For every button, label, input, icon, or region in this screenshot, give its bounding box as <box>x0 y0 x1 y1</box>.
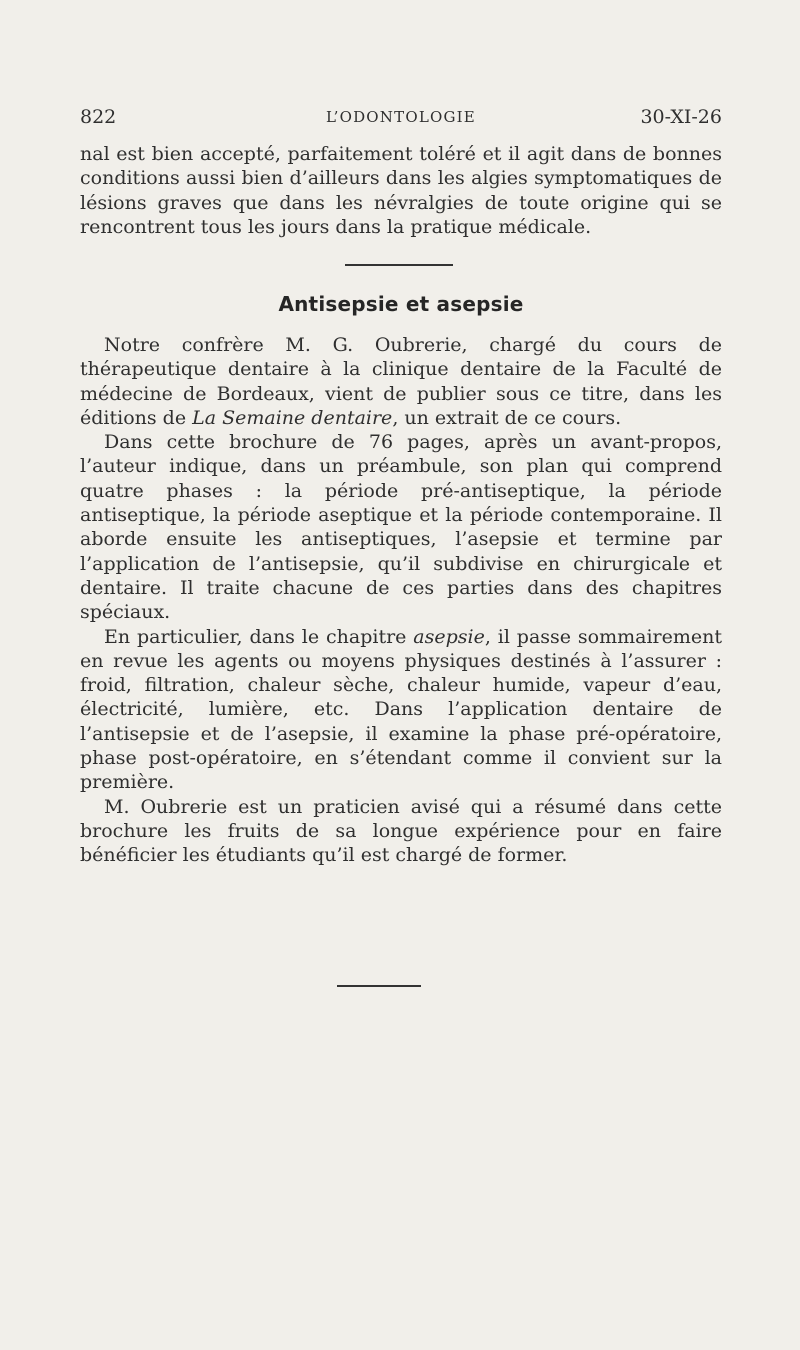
continued-paragraph: nal est bien accepté, parfaitement toléré et il agit dans de bonnes conditions aussi bien d’ailleurs dans les algies symptomatiques de lésions graves que dans les névralgies de toute origine qui se rencontrent tous les jours dans la pratique médicale. <box>80 143 722 238</box>
paragraph-1-text-end: , un extrait de ce cours. <box>392 406 622 429</box>
paragraph-3-text: En particulier, dans le chapitre <box>104 625 414 648</box>
paragraph-1-text: Notre confrère M. G. Oubrerie, chargé du cours de thérapeutique dentaire à la clinique dentaire de la Faculté de médecine de Bordeaux, vient de publier sous ce titre, dans les éditions de <box>80 334 722 429</box>
section-title: Antisepsie et asepsie <box>278 292 524 316</box>
chapter-name: asepsie <box>413 625 485 648</box>
paragraph-3-text-end: , il passe sommairement en revue les agents ou moyens physiques destinés à l’assurer : froid, filtration, chaleur sèche, chaleur humide, vapeur d’eau, électricité, lumière, etc. Dans l’application dentaire de l’antisepsie et de l’asepsie, il examine la phase pré-opératoire, phase post-opératoire, en s’étendant comme il convient sur la première. <box>80 625 723 794</box>
page-number: 822 <box>80 106 117 128</box>
paragraph-3 <box>80 625 722 795</box>
running-head <box>80 104 722 130</box>
section-divider <box>345 264 453 266</box>
paragraph-1 <box>80 333 722 430</box>
journal-title: L’ODONTOLOGIE <box>326 108 476 126</box>
continued-paragraph-block <box>80 142 722 239</box>
paragraph-2: Dans cette brochure de 76 pages, après un avant-propos, l’auteur indique, dans un préambule, son plan qui comprend quatre phases : la période pré-antiseptique, la période antiseptique, la période aseptique et la période contemporaine. Il aborde ensuite les antiseptiques, l’asepsie et termine par l’application de l’antisepsie, qu’il subdivise en chirurgicale et dentaire. Il traite chacune de ces parties dans des chapitres spéciaux. <box>80 431 722 624</box>
section-body <box>80 333 722 868</box>
paragraph-4: M. Oubrerie est un praticien avisé qui a résumé dans cette brochure les fruits de sa longue expérience pour en faire bénéficier les étudiants qu’il est chargé de former. <box>80 795 722 867</box>
issue-date: 30-XI-26 <box>640 106 722 128</box>
end-divider <box>337 985 421 987</box>
publication-title: La Semaine dentaire <box>192 406 393 429</box>
